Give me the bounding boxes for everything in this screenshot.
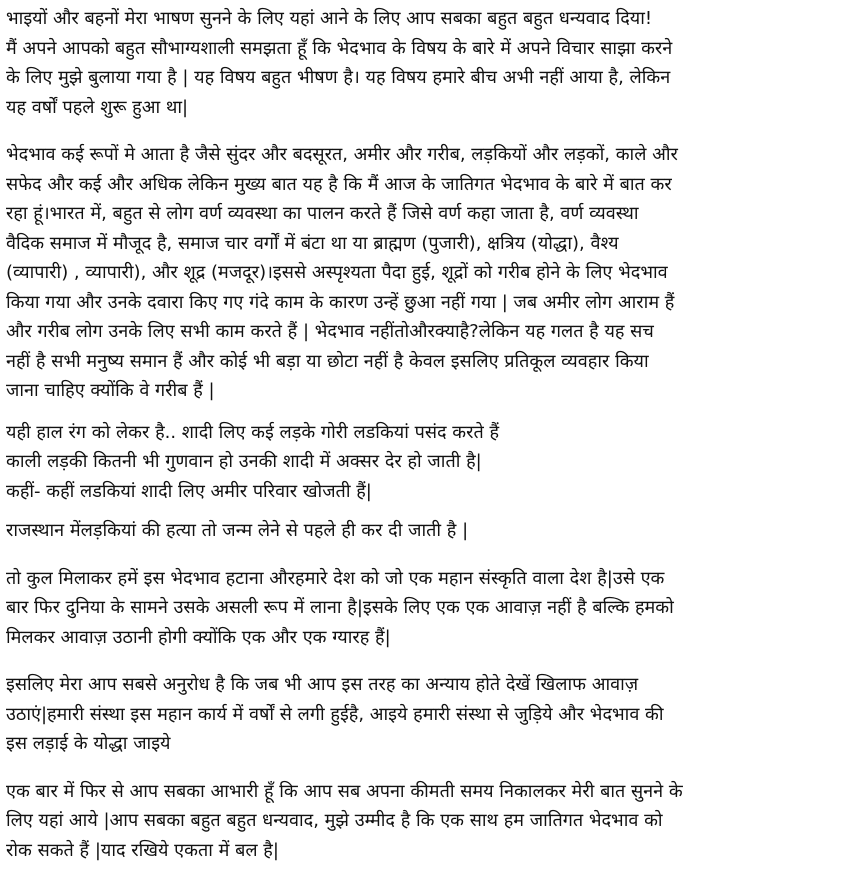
paragraph-greeting <box>6 4 848 122</box>
text-line: उठाएं|हमारी संस्था इस महान कार्य में वर्षों से लगी हुईहै, आइये हमारी संस्था से जुड़िये और भेदभाव की <box>6 703 664 725</box>
text-line: लिए यहां आये |आप सबका बहुत बहुत धन्यवाद, मुझे उम्मीद है कि एक साथ हम जातिगत भेदभाव को <box>6 810 663 831</box>
paragraph-thanks <box>6 777 848 866</box>
text-line: यही हाल रंग को लेकर है.. शादी लिए कई लड़के गोरी लडकियां पसंद करते हैं <box>6 421 500 443</box>
text-line: रोक सकते हैं |याद रखिये एकता में बल है| <box>6 839 279 861</box>
text-line: भेदभाव कई रूपों मे आता है जैसे सुंदर और बदसूरत, अमीर और गरीब, लड़कियों और लड़कों, काले और <box>6 144 678 165</box>
text-line: भाइयों और बहनों मेरा भाषण सुनने के लिए यहां आने के लिए आप सबका बहुत बहुत धन्यवाद दिया! <box>6 8 653 29</box>
paragraph-appeal <box>6 670 848 759</box>
text-line: के लिए मुझे बुलाया गया है | यह विषय बहुत भीषण है। यह विषय हमारे बीच अभी नहीं आया है, लेकिन <box>6 67 671 88</box>
text-line: एक बार में फिर से आप सबका आभारी हूँ कि आप सब अपना कीमती समय निकालकर मेरी बात सुनने के <box>6 780 683 802</box>
text-line: नहीं है सभी मनुष्य समान हैं और कोई भी बड़ा या छोटा नहीं है केवल इसलिए प्रतिकूल व्यवहार किया <box>6 350 649 372</box>
text-line: जाना चाहिए क्योंकि वे गरीब हैं | <box>6 380 215 401</box>
text-line: इस लड़ाई के योद्धा जाइये <box>6 733 171 754</box>
text-line: बार फिर दुनिया के सामने उसके असली रूप में लाना है|इसके लिए एक एक आवाज़ नहीं है बल्कि हमको <box>6 597 674 618</box>
text-line: और गरीब लोग उनके लिए सभी काम करते हैं | भेदभाव नहींतोऔरक्याहै?लेकिन यह गलत है यह सच <box>6 321 654 342</box>
text-line: काली लड़की कितनी भी गुणवान हो उनकी शादी में अक्सर देर हो जाती है| <box>6 451 482 472</box>
text-line: राजस्थान मेंलड़कियां की हत्या तो जन्म लेने से पहले ही कर दी जाती है | <box>6 520 469 541</box>
text-line: मैं अपने आपको बहुत सौभाग्यशाली समझता हूँ कि भेदभाव के विषय के बारे में अपने विचार साझा करने <box>6 37 673 59</box>
paragraph-conclusion <box>6 564 848 653</box>
text-line: वैदिक समाज में मौजूद है, समाज चार वर्गों में बंटा था या ब्राह्मण (पुजारी), क्षत्रिय (योद्धा), वैश्य <box>6 232 619 254</box>
paragraph-rajasthan <box>6 516 848 546</box>
paragraph-color-bias <box>6 418 848 507</box>
text-line: कहीं- कहीं लडकियां शादी लिए अमीर परिवार खोजती हैं| <box>6 480 372 502</box>
text-line: इसलिए मेरा आप सबसे अनुरोध है कि जब भी आप इस तरह का अन्याय होते देखें खिलाफ आवाज़ <box>6 674 639 695</box>
text-line: मिलकर आवाज़ उठानी होगी क्योंकि एक और एक ग्यारह हैं| <box>6 626 391 648</box>
text-line: सफेद और कई और अधिक लेकिन मुख्य बात यह है कि मैं आज के जातिगत भेदभाव के बारे में बात कर <box>6 173 672 195</box>
text-line: किया गया और उनके दवारा किए गए गंदे काम के कारण उन्हें छुआ नहीं गया | जब अमीर लोग आराम हैं <box>6 291 675 313</box>
paragraph-forms-of-discrimination <box>6 140 848 406</box>
text-line: (व्यापारी) , व्यापारी), और शूद्र (मजदूर)।इससे अस्पृश्यता पैदा हुई, शूद्रों को गरीब होने के लिए भेदभाव <box>6 262 668 283</box>
text-line: यह वर्षों पहले शुरू हुआ था| <box>6 96 189 118</box>
text-line: तो कुल मिलाकर हमें इस भेदभाव हटाना औरहमारे देश को जो एक महान संस्कृति वाला देश है|उसे एक <box>6 567 665 589</box>
text-line: रहा हूं।भारत में, बहुत से लोग वर्ण व्यवस्था का पालन करते हैं जिसे वर्ण कहा जाता है, वर्ण व्यवस्था <box>6 203 639 224</box>
